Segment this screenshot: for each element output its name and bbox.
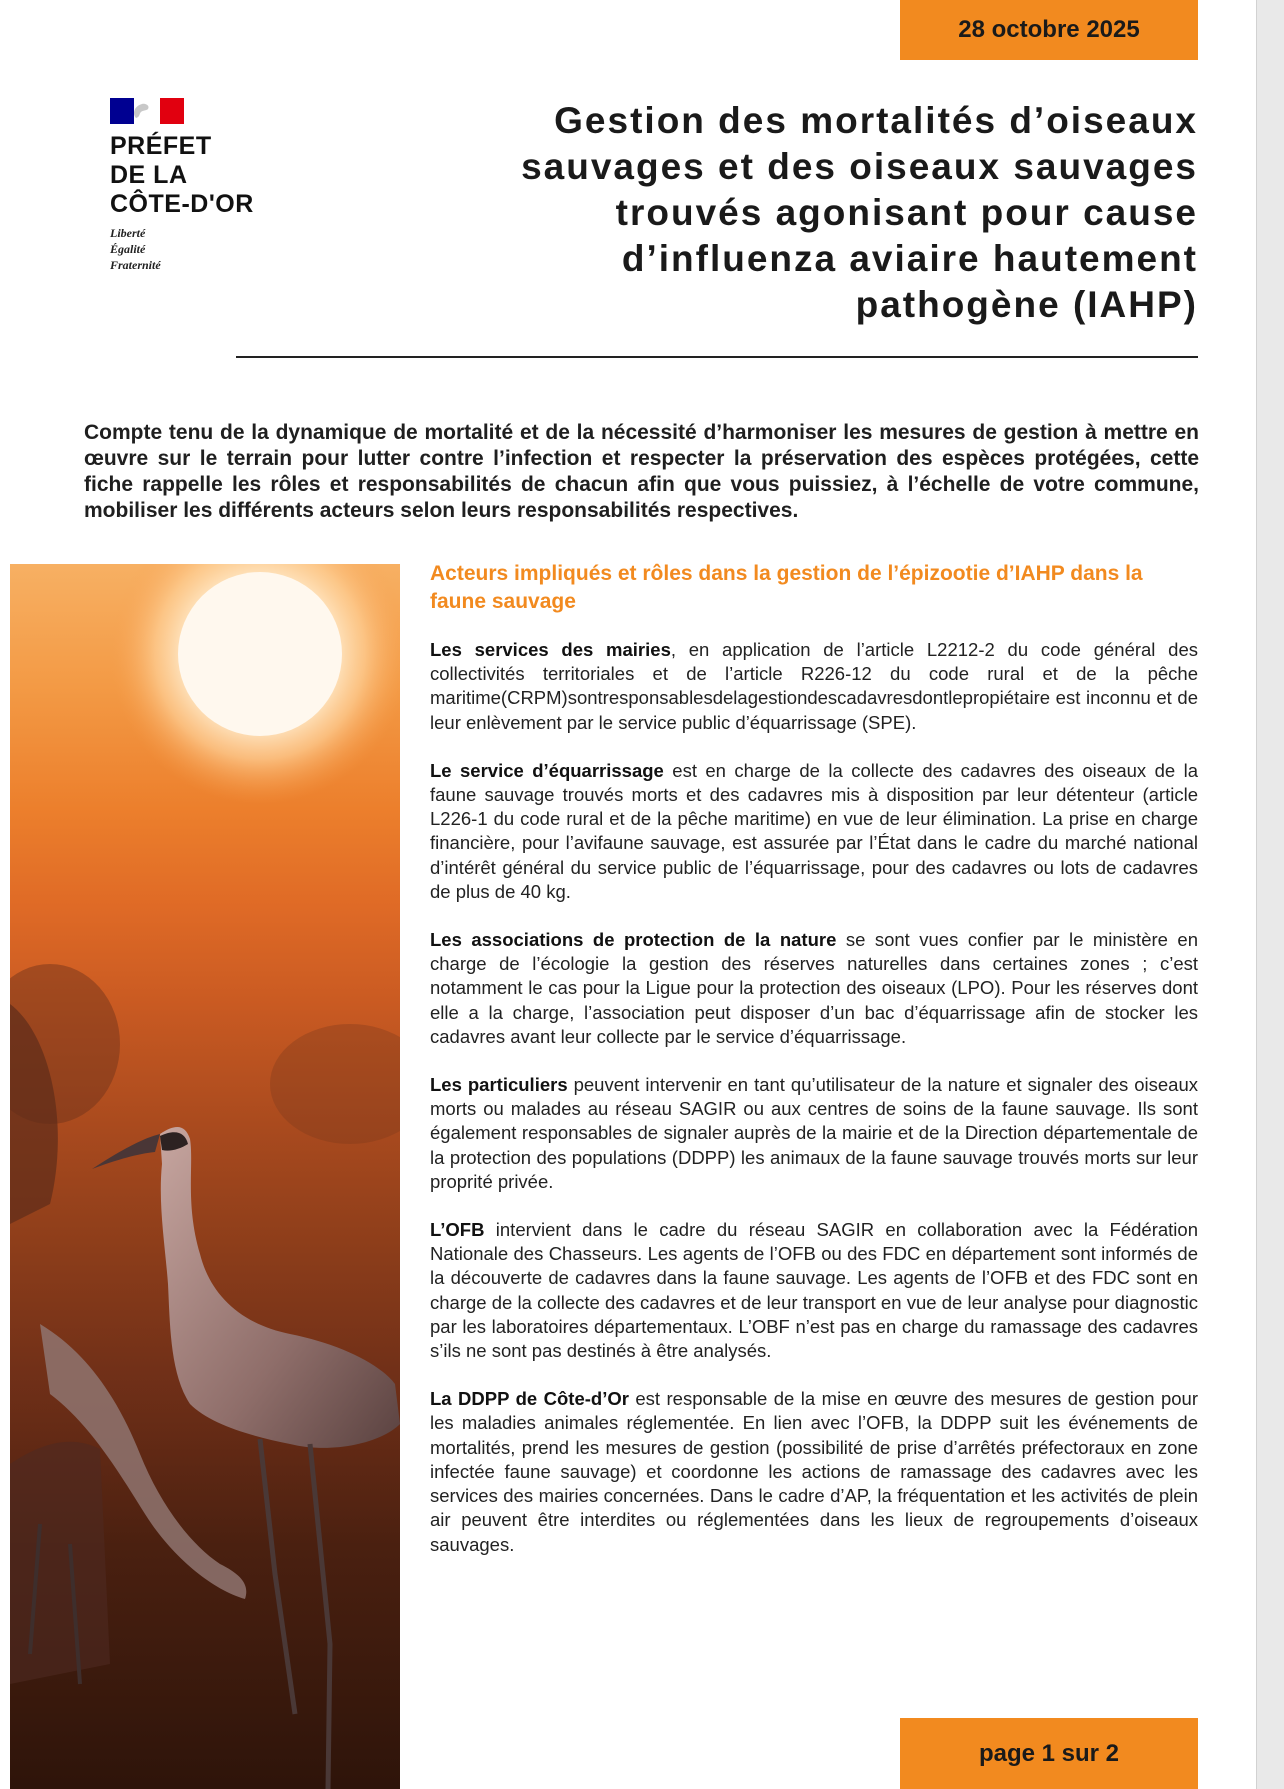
republic-motto: Liberté Égalité Fraternité	[110, 226, 161, 272]
paragraph-equarrissage: Le service d’équarrissage est en charge de la collecte des cadavres des oiseaux de la faune sauvage trouvés morts et des cadavres mis à disposition par leur détenteur (article L226-1 du code rural et de la pêche maritime) en vue de leur élimination. La prise en charge financière, pour l’avifaune sauvage, est assurée par l’État dans le cadre du marché national d’intérêt général du service public de l’équarrissage, pour des cadavres ou lots de cadavres de plus de 40 kg.	[430, 759, 1198, 902]
date-badge: 28 octobre 2025	[900, 0, 1198, 60]
paragraph-associations: Les associations de protection de la nature se sont vues confier par le ministère en charge de l’écologie la gestion des réserves naturelles dans certaines zones ; c’est notamment le cas pour la Ligue pour la protection des oiseaux (LPO). Pour les réserves dont elle a la charge, l’association peut disposer d’un bac d’équarrissage afin de stocker les cadavres avant leur collecte par le service d’équarrissage.	[430, 929, 1198, 1047]
section-heading: Acteurs impliqués et rôles dans la gestion de l’épizootie d’IAHP dans la faune sauvage	[430, 562, 1143, 613]
page-edge	[1256, 0, 1284, 1789]
paragraph-mairies: Les services des mairies, en application de l’article L2212-2 du code général des collectivités territoriales et de l’article R226-12 du code rural et de la pêche maritime(CRPM)sontresponsablesdelagestiondescadavresdontlepropiétaire est inconnu et de leur enlèvement par le service public d’équarrissage (SPE).	[430, 639, 1198, 733]
paragraph-ddpp: La DDPP de Côte-d’Or est responsable de la mise en œuvre des mesures de gestion pour les maladies animales réglementée. En lien avec l’OFB, la DDPP suit les événements de mortalités, prend les mesures de gestion (possibilité de prise d’arrêtés préfectoraux en zone infectée faune sauvage) et coordonne les actions de ramassage des cadavres avec les services des mairies concernées. Dans le cadre d’AP, la fréquentation et les activités de plein air peuvent être interdites ou réglementées dans les lieux de regroupements d’oiseaux sauvages.	[430, 1388, 1198, 1555]
paragraph-ofb: L’OFB intervient dans le cadre du réseau SAGIR en collaboration avec la Fédération Nationale des Chasseurs. Les agents de l’OFB ou des FDC en département sont informés de la découverte de cadavres dans la faune sauvage. Les agents de l’OFB et des FDC sont en charge de la collecte des cadavres et de leur transport en vue de leur analyse pour diagnostic par les laboratoires départementaux. L’OBF n’est pas en charge du ramassage des cadavres s’ils ne sont pas destinés à être analysés.	[430, 1219, 1198, 1362]
document-title: Gestion des mortalités d’oiseaux sauvages et des oiseaux sauvages trouvés agonisant pour cause d’influenza aviaire hautement pathogène (IAHP)	[521, 100, 1198, 325]
title-divider	[236, 356, 1198, 358]
prefet-name: PRÉFET DE LA CÔTE-D'OR	[110, 132, 254, 218]
paragraph-particuliers: Les particuliers peuvent intervenir en tant qu’utilisateur de la nature et signaler des oiseaux morts ou malades au réseau SAGIR ou aux centres de soins de la faune sauvage. Ils sont également responsables de signaler auprès de la mairie et de la Direction départementale de la protection des populations (DDPP) les animaux de la faune sauvage trouvés morts sur leur proprité privée.	[430, 1074, 1198, 1192]
page-number-badge: page 1 sur 2	[900, 1718, 1198, 1789]
cranes-at-sunset-photo	[10, 564, 400, 1789]
marianne-flag-icon	[110, 98, 184, 124]
main-content	[430, 560, 1198, 1581]
intro-paragraph: Compte tenu de la dynamique de mortalité et de la nécessité d’harmoniser les mesures de gestion à mettre en œuvre sur le terrain pour lutter contre l’infection et respecter la préservation des espèces protégées, cette fiche rappelle les rôles et responsabilités de chacun afin que vous puissiez, à l’échelle de votre commune, mobiliser les différents acteurs selon leurs responsabilités respectives.	[84, 421, 1199, 522]
prefecture-logo	[110, 98, 310, 273]
